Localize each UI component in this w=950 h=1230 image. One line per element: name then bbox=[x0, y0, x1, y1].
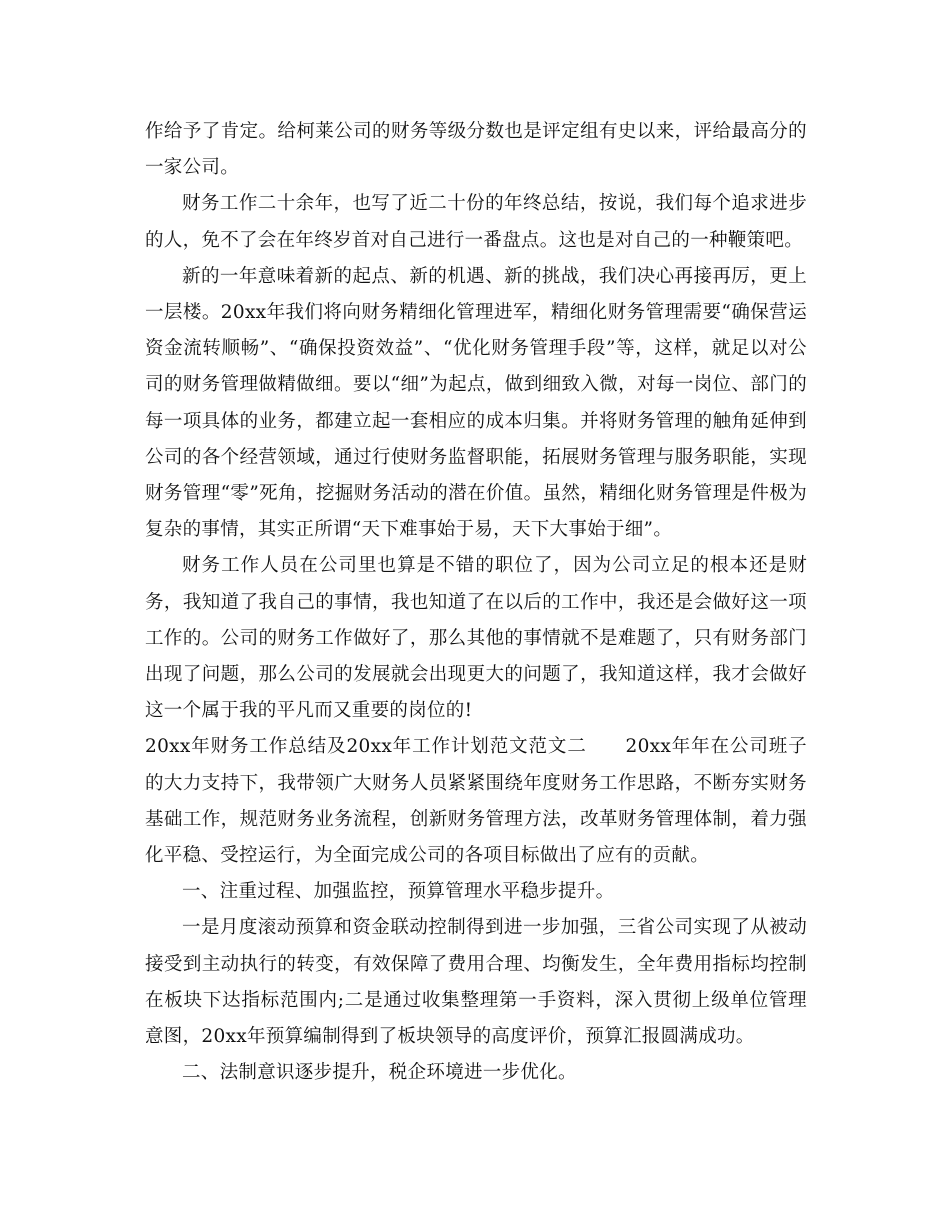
paragraph-4: 财务工作人员在公司里也算是不错的职位了，因为公司立足的根本还是财务，我知道了我自己的事情，我也知道了在以后的工作中，我还是会做好这一项工作的。公司的财务工作做好了，那么其他的事情就不是难题了，只有财务部门出现了问题，那么公司的发展就会出现更大的问题了，我知道这样，我才会做好这一个属于我的平凡而又重要的岗位的! bbox=[145, 555, 807, 722]
paragraph-6-heading-one: 一、注重过程、加强监控，预算管理水平稳步提升。 bbox=[182, 881, 615, 903]
paragraph-5-section-title: 20xx年财务工作总结及20xx年工作计划范文范文二 20xx年年在公司班子的大力支持下，我带领广大财务人员紧紧围绕年度财务工作思路，不断夯实财务基础工作，规范财务业务流程，创新财务管理方法，改革财务管理体制，着力强化平稳、受控运行，为全面完成公司的各项目标做出了应有的贡献。 bbox=[145, 736, 807, 867]
paragraph-3: 新的一年意味着新的起点、新的机遇、新的挑战，我们决心再接再厉，更上一层楼。20xx年我们将向财务精细化管理进军，精细化财务管理需要“确保营运资金流转顺畅”、“确保投资效益”、“优化财务管理手段”等，这样，就足以对公司的财务管理做精做细。要以“细”为起点，做到细致入微，对每一岗位、部门的每一项具体的业务，都建立起一套相应的成本归集。并将财务管理的触角延伸到公司的各个经营领域，通过行使财务监督职能，拓展财务管理与服务职能，实现财务管理“零”死角，挖掘财务活动的潜在价值。虽然，精细化财务管理是件极为复杂的事情，其实正所谓“天下难事始于易，天下大事始于细”。 bbox=[145, 265, 807, 541]
paragraph-2: 财务工作二十余年，也写了近二十份的年终总结，按说，我们每个追求进步的人，免不了会在年终岁首对自己进行一番盘点。这也是对自己的一种鞭策吧。 bbox=[145, 193, 807, 251]
paragraph-8-heading-two: 二、法制意识逐步提升，税企环境进一步优化。 bbox=[182, 1062, 577, 1084]
document-body bbox=[145, 114, 807, 1091]
paragraph-7: 一是月度滚动预算和资金联动控制得到进一步加强，三省公司实现了从被动接受到主动执行的转变，有效保障了费用合理、均衡发生，全年费用指标均控制在板块下达指标范围内;二是通过收集整理第一手资料，深入贯彻上级单位管理意图，20xx年预算编制得到了板块领导的高度评价，预算汇报圆满成功。 bbox=[145, 917, 807, 1048]
paragraph-1: 作给予了肯定。给柯莱公司的财务等级分数也是评定组有史以来，评给最高分的一家公司。 bbox=[145, 121, 807, 179]
